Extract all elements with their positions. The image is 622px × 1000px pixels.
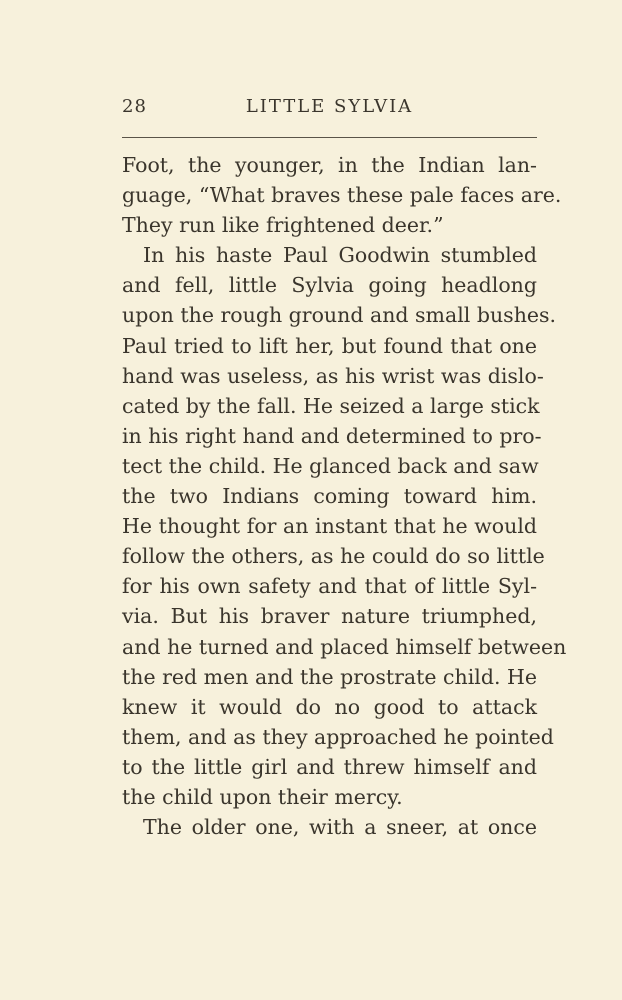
text-line: them, and as they approached he pointed — [122, 724, 554, 749]
text-line: In his haste Paul Goodwin stumbled — [143, 243, 537, 268]
text-line: via. But his braver nature triumphed, — [122, 604, 537, 629]
text-line: and fell, little Sylvia going headlong — [122, 273, 537, 298]
page-number: 28 — [122, 96, 147, 117]
text-line: the two Indians coming toward him. — [122, 484, 537, 509]
text-line: knew it would do no good to attack — [122, 694, 537, 719]
text-line: the red men and the prostrate child. He — [122, 664, 537, 689]
text-line: follow the others, as he could do so little — [122, 544, 545, 569]
text-line: They run like frightened deer.” — [122, 213, 444, 238]
text-line: hand was useless, as his wrist was dislo- — [122, 363, 544, 388]
text-line: in his right hand and determined to pro- — [122, 423, 542, 448]
text-line: The older one, with a sneer, at once — [143, 815, 537, 840]
text-line: cated by the fall. He seized a large stick — [122, 393, 540, 418]
page-header — [122, 96, 537, 126]
text-line: upon the rough ground and small bushes. — [122, 303, 557, 328]
header-rule — [122, 137, 537, 138]
text-line: Paul tried to lift her, but found that one — [122, 333, 537, 358]
text-line: the child upon their mercy. — [122, 784, 403, 809]
running-title: LITTLE SYLVIA — [245, 96, 414, 117]
text-line: Foot, the younger, in the Indian lan- — [122, 153, 537, 177]
text-line: for his own safety and that of little Syl- — [122, 574, 537, 599]
body-text — [122, 150, 567, 842]
text-line: and he turned and placed himself between — [122, 634, 567, 659]
text-line: to the little girl and threw himself and — [122, 754, 537, 779]
text-line: guage, “What braves these pale faces are. — [122, 183, 562, 208]
text-line: He thought for an instant that he would — [122, 514, 537, 539]
text-line: tect the child. He glanced back and saw — [122, 453, 539, 478]
